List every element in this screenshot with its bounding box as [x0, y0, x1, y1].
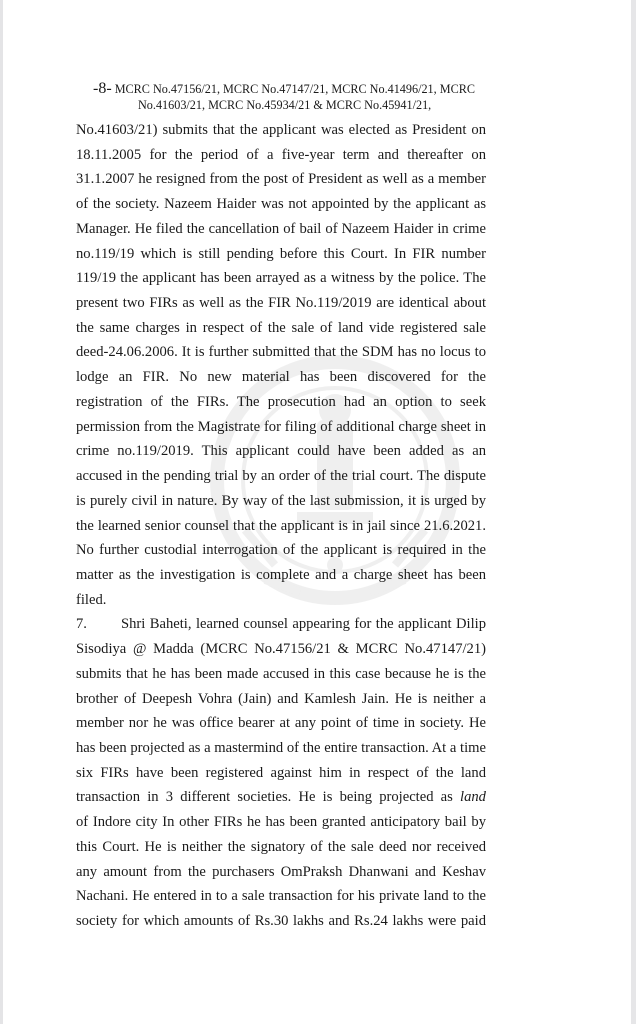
- text-line: No further custodial interrogation of the applicant is required in the: [76, 542, 486, 559]
- text-line: any amount from the purchasers OmPraksh Dhanwani and Keshav: [76, 863, 486, 880]
- text-line: is purely civil in nature. By way of the last submission, it is urged by: [76, 492, 486, 509]
- page-number: -8-: [93, 80, 112, 97]
- document-page: [5, 0, 631, 1024]
- text-line: No.41603/21) submits that the applicant was elected as President on: [76, 122, 486, 138]
- paragraph-7-first-line: [76, 612, 486, 637]
- text-line: accused in the pending trial by an order of the trial court. The dispute: [76, 468, 486, 485]
- text-line: member nor he was office bearer at any point of time in society. He: [76, 715, 486, 732]
- text-line: the learned senior counsel that the applicant is in jail since 21.6.2021.: [76, 517, 486, 534]
- text-line: Sisodiya @ Madda (MCRC No.47156/21 & MCRC No.47147/21): [76, 641, 486, 658]
- text-line: Manager. He filed the cancellation of bail of Nazeem Haider in crime: [76, 220, 486, 237]
- text-line: of Indore city In other FIRs he has been granted anticipatory bail by: [76, 814, 486, 831]
- text-line: deed-24.06.2006. It is further submitted that the SDM has no locus to: [76, 344, 486, 361]
- paragraph-number: 7.: [76, 616, 87, 633]
- text-line: has been projected as a mastermind of the entire transaction. At a time: [76, 739, 486, 756]
- text-line: permission from the Magistrate for filing of additional charge sheet in: [76, 418, 486, 435]
- text-fragment: transaction in 3 different societies. He is being projected as: [76, 789, 453, 806]
- text-line: no.119/19 which is still pending before this Court. In FIR number: [76, 245, 486, 262]
- text-line: matter as the investigation is complete and a charge sheet has been: [76, 566, 486, 583]
- viewer-left-edge: [0, 0, 3, 1024]
- text-line: 18.11.2005 for the period of a five-year term and thereafter on: [76, 146, 486, 163]
- viewer-scrollbar[interactable]: [631, 0, 636, 1024]
- text-line: this Court. He is neither the signatory of the sale deed nor received: [76, 838, 486, 855]
- italic-emphasis: land: [460, 789, 486, 806]
- text-line: society for which amounts of Rs.30 lakhs and Rs.24 lakhs were paid: [76, 913, 486, 929]
- text-line: crime no.119/2019. This applicant could have been added as an: [76, 443, 486, 460]
- text-line: Nachani. He entered in to a sale transaction for his private land to the: [76, 888, 486, 905]
- text-line: submits that he has been made accused in this case because he is the: [76, 665, 486, 682]
- text-line: registration of the FIRs. The prosecution had an option to seek: [76, 393, 486, 410]
- text-line: of the society. Nazeem Haider was not appointed by the applicant as: [76, 196, 486, 213]
- text-line: filed.: [76, 591, 107, 608]
- text-line: present two FIRs as well as the FIR No.119/2019 are identical about: [76, 295, 486, 312]
- text-line: brother of Deepesh Vohra (Jain) and Kamlesh Jain. He is neither a: [76, 690, 486, 707]
- body-text: [76, 118, 486, 934]
- case-numbers-line-2: No.41603/21, MCRC No.45934/21 & MCRC No.45941/21,: [138, 98, 432, 112]
- case-numbers-line-1: MCRC No.47156/21, MCRC No.47147/21, MCRC No.41496/21, MCRC: [114, 82, 475, 96]
- text-line: 31.1.2007 he resigned from the post of President as well as a member: [76, 171, 486, 188]
- header-line-1: [93, 80, 475, 98]
- paragraph-7-text: Shri Baheti, learned counsel appearing for the applicant Dilip: [121, 616, 486, 633]
- text-line: six FIRs have been registered against him in respect of the land: [76, 764, 486, 781]
- text-line: the same charges in respect of the sale of land vide registered sale: [76, 319, 486, 336]
- text-line: lodge an FIR. No new material has been discovered for the: [76, 369, 486, 386]
- text-line: 119/19 the applicant has been arrayed as a witness by the police. The: [76, 270, 486, 287]
- text-line-with-italic: [76, 785, 486, 810]
